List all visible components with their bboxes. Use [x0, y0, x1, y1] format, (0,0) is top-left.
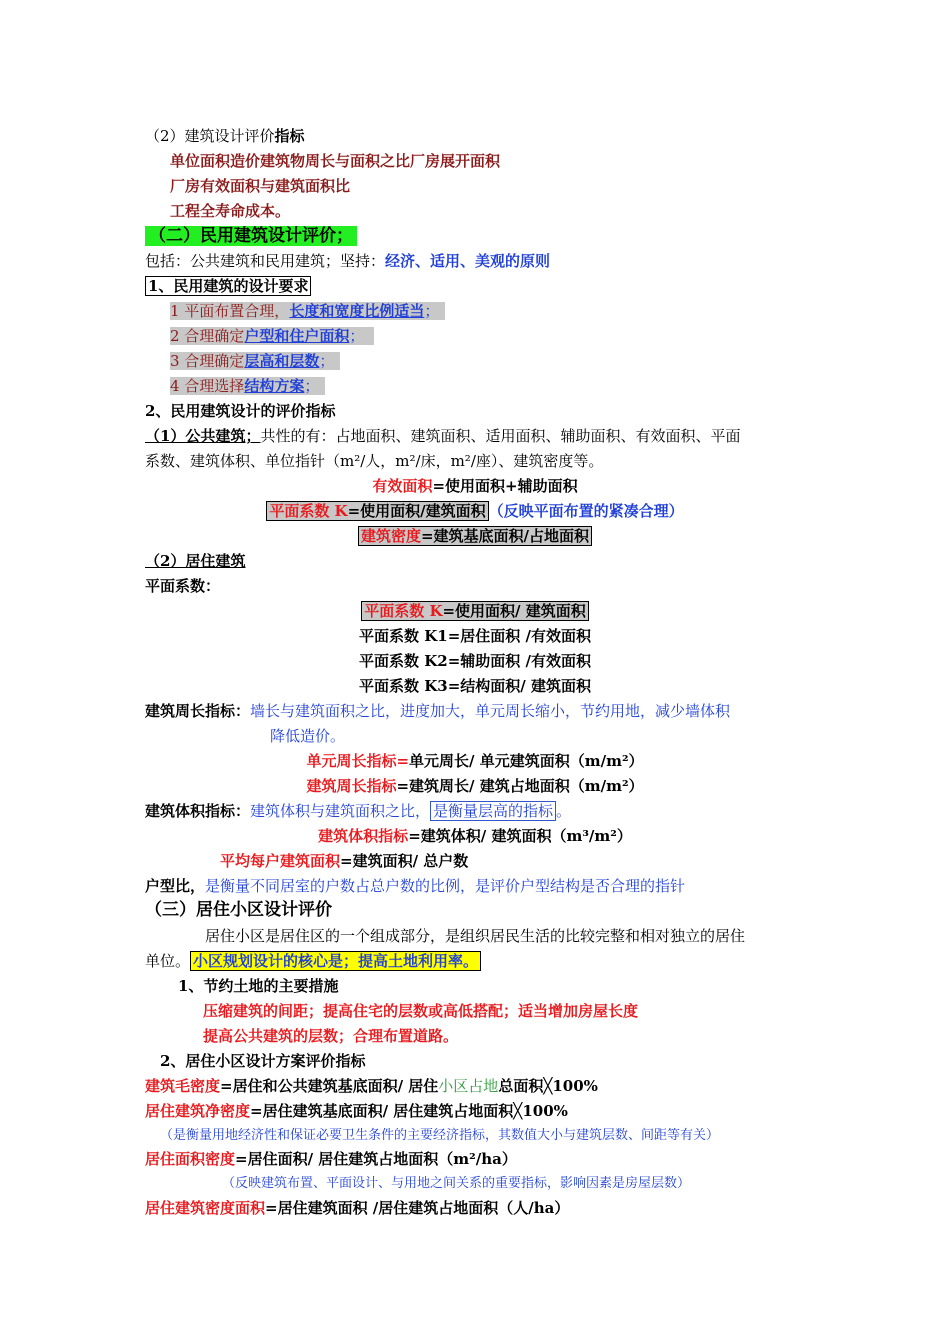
- formula-term: 平均每户建筑面积: [220, 852, 341, 870]
- requirement-3: [170, 351, 340, 371]
- public-building-text: 共性的有：占地面积、建筑面积、适用面积、辅助面积、有效面积、平面: [260, 427, 741, 445]
- includes-line: [145, 251, 550, 271]
- formula-term: 建筑密度: [360, 527, 421, 545]
- req-4-end: ；: [304, 377, 320, 395]
- evaluation-heading: 2、民用建筑设计的评价指标: [145, 402, 336, 420]
- public-building-line-1: [145, 426, 740, 446]
- req-4-prefix: 4 合理选择: [170, 377, 245, 395]
- perimeter-text-cont: 降低造价。: [270, 727, 346, 745]
- req-2-end: ；: [349, 327, 365, 345]
- formula-term: 单元周长指标=: [306, 752, 410, 770]
- unit-ratio-label: 户型比，: [145, 877, 206, 895]
- formula-body: =使用面积/建筑面积: [347, 502, 486, 520]
- formula-body: =建筑周长/ 建筑占地面积（m/m²）: [396, 777, 644, 795]
- formula-k: [0, 601, 950, 621]
- formula-plane-coefficient: [0, 501, 950, 521]
- requirements-heading: [145, 276, 311, 296]
- plane-coefficient-label: 平面系数：: [145, 577, 221, 595]
- req-1-end: ；: [424, 302, 440, 320]
- requirement-2: [170, 326, 374, 346]
- net-density-note: （是衡量用地经济性和保证必要卫生条件的主要经济指标，其数值大小与建筑层数、间距等有关）: [160, 1128, 720, 1143]
- perimeter-label: 建筑周长指标：: [145, 702, 251, 720]
- civil-heading-text: （二）民用建筑设计评价；: [145, 226, 357, 246]
- req-2-prefix: 2 合理确定: [170, 327, 245, 345]
- formula-body: =建筑面积/ 总户数: [340, 852, 469, 870]
- formula-k2: 平面系数 K2=辅助面积 /有效面积: [359, 652, 591, 670]
- includes-text: 包括：公共建筑和民用建筑；坚持：: [145, 252, 386, 270]
- formula-k3: 平面系数 K3=结构面积/ 建筑面积: [359, 677, 591, 695]
- community-paragraph-2: [145, 951, 481, 971]
- section-heading-2: [145, 126, 305, 146]
- formula-term: 居住建筑净密度: [145, 1102, 251, 1120]
- formula-body: =使用面积+辅助面积: [432, 477, 578, 495]
- formula-term: 建筑周长指标: [306, 777, 397, 795]
- perimeter-index-line: [145, 701, 730, 721]
- req-1-key: 长度和宽度比例适当: [289, 302, 425, 320]
- public-building-label: （1）公共建筑；: [145, 427, 261, 445]
- formula-body: =建筑基底面积/占地面积: [420, 527, 590, 545]
- formula-volume: [0, 826, 950, 846]
- principle-text: 经济、适用、美观的原则: [385, 252, 551, 270]
- public-building-line-2: 系数、建筑体积、单位指针（m²/人，m²/床，m²/座）、建筑密度等。: [145, 452, 604, 470]
- indicator-line-3: 工程全寿命成本。: [170, 202, 291, 220]
- formula-term: 居住面积密度: [145, 1150, 236, 1168]
- formula-note: （反映平面布置的紧凑合理）: [488, 502, 684, 520]
- formula-building-perimeter: [0, 776, 950, 796]
- volume-index-line: [145, 801, 571, 821]
- volume-label: 建筑体积指标：: [145, 802, 251, 820]
- unit-ratio-line: [145, 876, 685, 896]
- formula-term: 建筑体积指标: [318, 827, 409, 845]
- perimeter-text: 墙长与建筑面积之比，进度加大，单元周长缩小，节约用地，减少墙体积: [250, 702, 731, 720]
- formula-unit-perimeter: [0, 751, 950, 771]
- formula-body: =使用面积/ 建筑面积: [442, 602, 586, 620]
- heading-bold-text: 指标: [274, 127, 305, 145]
- formula-body: 单元周长/ 单元建筑面积（m/m²）: [409, 752, 644, 770]
- formula-body-end: 总面积╳100%: [498, 1077, 598, 1095]
- volume-end: 。: [556, 802, 572, 820]
- req-4-key: 结构方案: [244, 377, 305, 395]
- requirement-1: [170, 301, 445, 321]
- indicator-line-2: 厂房有效面积与建筑面积比: [170, 177, 351, 195]
- formula-gross-density: [145, 1076, 598, 1096]
- formula-living-area-density: [145, 1149, 517, 1169]
- land-saving-measures-1: 压缩建筑的间距；提高住宅的层数或高低搭配；适当增加房屋长度: [203, 1002, 639, 1020]
- community-text: 单位。: [145, 952, 191, 970]
- req-3-key: 层高和层数: [244, 352, 320, 370]
- community-core: 小区规划设计的核心是；提高土地利用率。: [190, 951, 481, 971]
- community-paragraph-1: 居住小区是居住区的一个组成部分，是组织居民生活的比较完整和相对独立的居住: [205, 927, 746, 945]
- formula-term: 居住建筑密度面积: [145, 1199, 266, 1217]
- formula-term: 建筑毛密度: [145, 1077, 221, 1095]
- unit-ratio-text: 是衡量不同居室的户数占总户数的比例，是评价户型结构是否合理的指针: [205, 877, 686, 895]
- formula-body: =居住建筑基底面积/ 居住建筑占地面积╳100%: [250, 1102, 568, 1120]
- formula-k1: 平面系数 K1=居住面积 /有效面积: [359, 627, 591, 645]
- formula-term: 平面系数 K: [364, 602, 443, 620]
- requirements-heading-text: 1、民用建筑的设计要求: [145, 276, 311, 296]
- formula-term: 平面系数 K: [269, 502, 348, 520]
- req-3-end: ；: [319, 352, 335, 370]
- req-2-key: 户型和住户面积: [244, 327, 350, 345]
- formula-effective-area: [0, 476, 950, 496]
- volume-text: 建筑体积与建筑面积之比，: [250, 802, 431, 820]
- residential-heading: （2）居住建筑: [145, 552, 246, 570]
- civil-heading: [145, 226, 357, 246]
- requirement-4: [170, 376, 325, 396]
- formula-term: 有效面积: [372, 477, 433, 495]
- formula-body: =居住建筑面积 /居住建筑占地面积（人/ha）: [265, 1199, 570, 1217]
- scheme-index-heading: 2、居住小区设计方案评价指标: [160, 1052, 366, 1070]
- formula-avg-area: [220, 851, 468, 871]
- volume-highlight: 是衡量层高的指标: [430, 801, 556, 821]
- heading-text: （2）建筑设计评价: [145, 127, 275, 145]
- land-saving-heading: 1、节约土地的主要措施: [178, 977, 339, 995]
- formula-body: =居住和公共建筑基底面积/ 居住: [220, 1077, 439, 1095]
- community-heading: （三）居住小区设计评价: [145, 900, 332, 920]
- req-1-prefix: 1 平面布置合理，: [170, 302, 290, 320]
- indicator-line-1: 单位面积造价建筑物周长与面积之比厂房展开面积: [170, 152, 501, 170]
- req-3-prefix: 3 合理确定: [170, 352, 245, 370]
- formula-building-density: [0, 526, 950, 546]
- living-area-note: （反映建筑布置、平面设计、与用地之间关系的重要指标，影响因素是房屋层数）: [222, 1176, 691, 1191]
- land-saving-measures-2: 提高公共建筑的层数；合理布置道路。: [203, 1027, 459, 1045]
- formula-body: =居住面积/ 居住建筑占地面积（m²/ha）: [235, 1150, 517, 1168]
- formula-residential-floor-density: [145, 1198, 569, 1218]
- formula-net-density: [145, 1101, 568, 1121]
- formula-green: 小区占地: [438, 1077, 499, 1095]
- formula-body: =建筑体积/ 建筑面积（m³/m²）: [408, 827, 632, 845]
